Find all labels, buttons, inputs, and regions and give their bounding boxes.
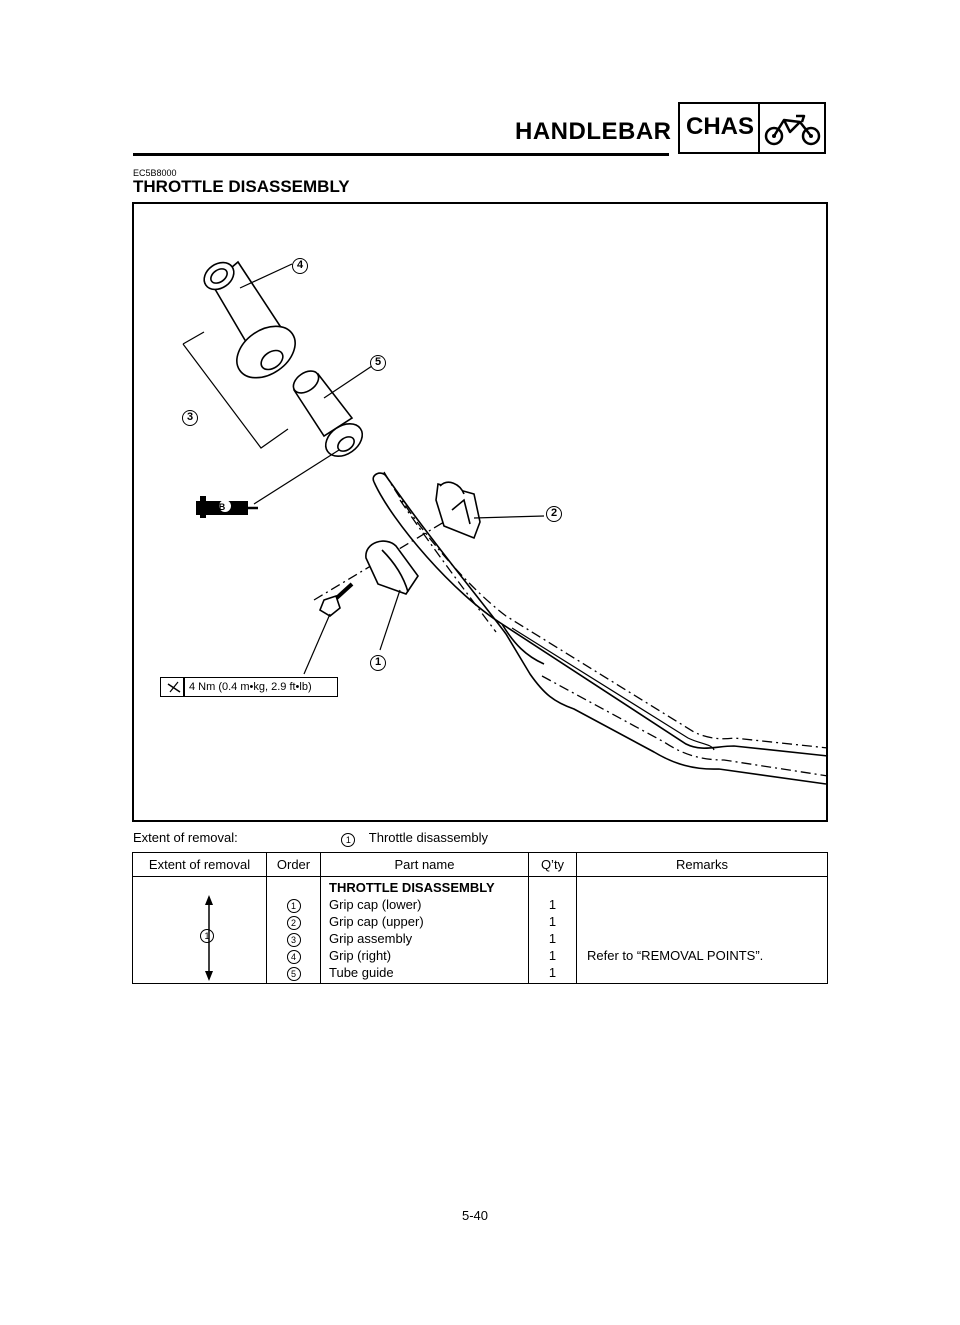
order-number: 2 bbox=[287, 916, 301, 930]
order-cell bbox=[267, 877, 321, 984]
section-title: HANDLEBAR bbox=[515, 118, 672, 145]
extent-arrow bbox=[133, 877, 267, 983]
throttle-exploded-diagram bbox=[134, 204, 830, 824]
part-name: Grip (right) bbox=[329, 948, 392, 963]
chapter-label: CHAS bbox=[686, 113, 755, 140]
extent-number: 1 bbox=[341, 833, 355, 847]
callout-5: 5 bbox=[370, 355, 386, 371]
grease-letter: B bbox=[218, 502, 226, 512]
group-title: THROTTLE DISASSEMBLY bbox=[329, 880, 495, 895]
grip-drawing bbox=[199, 257, 305, 388]
qty-value: 1 bbox=[548, 914, 557, 929]
col-remarks: Remarks bbox=[577, 853, 828, 877]
qty-value: 1 bbox=[548, 931, 557, 946]
motorcycle-icon bbox=[764, 110, 822, 148]
extent-of-removal-line bbox=[133, 830, 488, 847]
extent-cell-number: 1 bbox=[200, 929, 214, 943]
qty-value: 1 bbox=[548, 948, 557, 963]
table-row bbox=[133, 877, 828, 984]
remark-text: Refer to “REMOVAL POINTS”. bbox=[587, 948, 764, 963]
page-heading: THROTTLE DISASSEMBLY bbox=[133, 177, 350, 196]
part-name: Grip cap (lower) bbox=[329, 897, 422, 912]
qty-cell bbox=[529, 877, 577, 984]
parts-table bbox=[132, 852, 828, 984]
part-name: Tube guide bbox=[329, 965, 394, 980]
col-order: Order bbox=[267, 853, 321, 877]
grease-symbol-icon bbox=[196, 496, 258, 518]
document-code: EC5B8000 bbox=[133, 168, 177, 178]
callout-2: 2 bbox=[546, 506, 562, 522]
grip-cap-lower-drawing bbox=[366, 541, 418, 594]
part-name: Grip cap (upper) bbox=[329, 914, 424, 929]
col-extent: Extent of removal bbox=[133, 853, 267, 877]
grip-cap-upper-drawing bbox=[436, 482, 480, 538]
chapter-badge bbox=[678, 102, 826, 154]
order-number: 4 bbox=[287, 950, 301, 964]
exploded-view-figure bbox=[132, 202, 828, 822]
order-number: 3 bbox=[287, 933, 301, 947]
torque-spec: 4 Nm (0.4 m•kg, 2.9 ft•lb) bbox=[189, 681, 312, 693]
callout-3: 3 bbox=[182, 410, 198, 426]
remarks-cell bbox=[577, 877, 828, 984]
callout-1: 1 bbox=[370, 655, 386, 671]
extent-cell bbox=[133, 877, 267, 984]
part-name-cell bbox=[321, 877, 529, 984]
table-header-row bbox=[133, 853, 828, 877]
extent-text: Throttle disassembly bbox=[368, 830, 489, 845]
tube-guide-drawing bbox=[289, 367, 368, 463]
torque-box-divider bbox=[183, 678, 185, 696]
screw-drawing bbox=[320, 584, 352, 616]
torque-spec-box bbox=[160, 677, 338, 697]
order-number: 1 bbox=[287, 899, 301, 913]
header-rule bbox=[133, 153, 669, 156]
col-qty: Q’ty bbox=[529, 853, 577, 877]
col-part-name: Part name bbox=[321, 853, 529, 877]
qty-value: 1 bbox=[548, 965, 557, 980]
chapter-badge-divider bbox=[758, 104, 760, 152]
order-number: 5 bbox=[287, 967, 301, 981]
extent-label: Extent of removal: bbox=[133, 830, 238, 845]
part-name: Grip assembly bbox=[329, 931, 413, 946]
callout-4: 4 bbox=[292, 258, 308, 274]
qty-value: 1 bbox=[548, 897, 557, 912]
page-number: 5-40 bbox=[462, 1208, 489, 1223]
